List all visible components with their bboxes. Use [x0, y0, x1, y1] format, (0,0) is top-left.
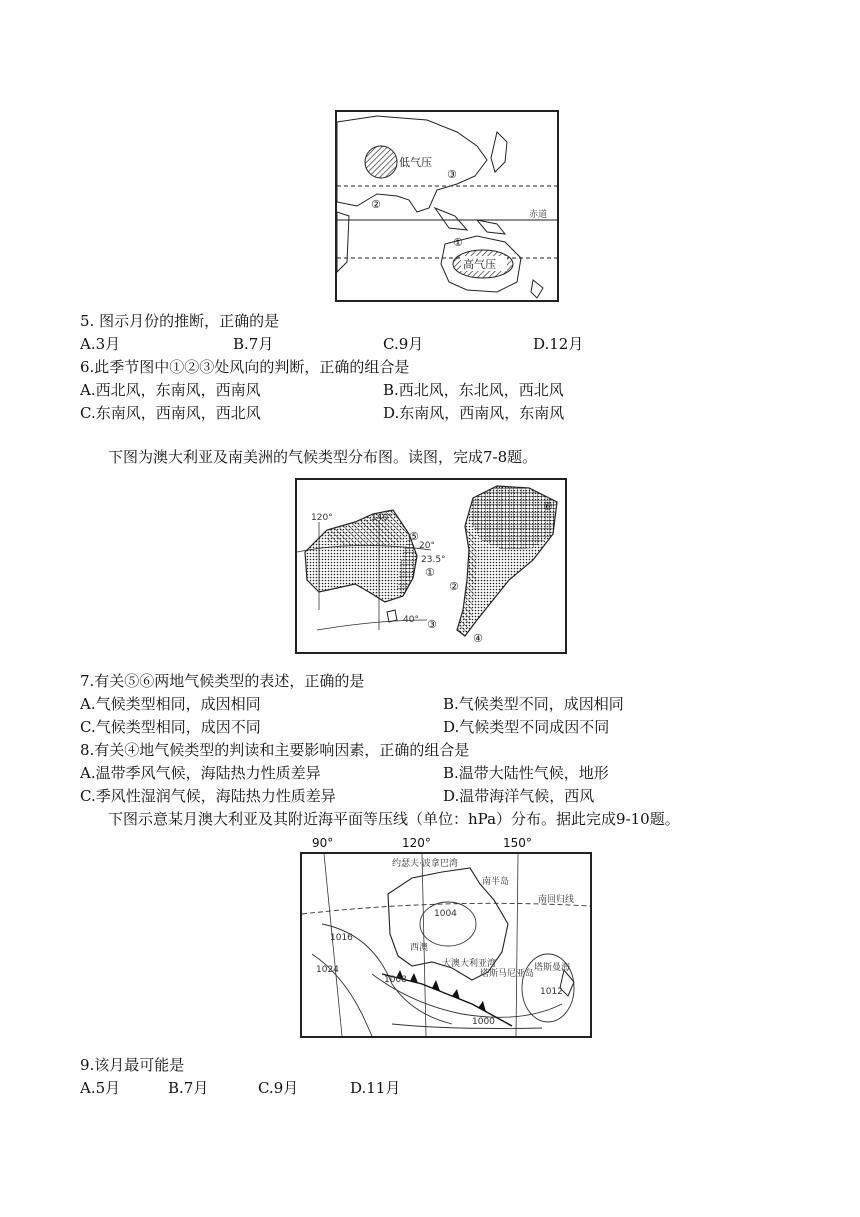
question-8-option-d: D.温带海洋气候，西风	[443, 787, 595, 805]
place-label-top: 约瑟夫·波拿巴湾	[392, 859, 458, 869]
place-label-nz: 南半岛	[482, 877, 510, 887]
place-label-tasmania: 塔斯马尼亚岛	[480, 969, 535, 979]
question-5-option-d: D.12月	[533, 335, 584, 353]
lat-20-label: 20°	[419, 541, 435, 551]
question-6-option-c: C.东南风，西南风，西北风	[80, 404, 261, 422]
lon-120-label: 120°	[311, 513, 333, 523]
low-pressure-area	[365, 146, 397, 178]
isobar-map-figure	[300, 852, 592, 1038]
marker-3: ③	[427, 618, 437, 631]
question-7-option-b: B.气候类型不同，成因相同	[443, 695, 624, 713]
high-pressure-label: 高气压	[463, 258, 496, 271]
isobar-label-1024: 1024	[316, 965, 339, 975]
marker-6: ⑥	[543, 500, 553, 513]
question-6-option-b: B.西北风，东北风，西北风	[383, 381, 564, 399]
lon-90-label: 90°	[312, 836, 334, 850]
question-9-option-c: C.9月	[258, 1079, 299, 1097]
place-label-west: 西澳	[410, 943, 429, 953]
question-7-option-a: A.气候类型相同，成因相同	[80, 695, 261, 713]
question-6-stem: 6.此季节图中①②③处风向的判断，正确的组合是	[80, 358, 410, 376]
japan-islands	[491, 132, 507, 172]
lon-140-label: 140°	[371, 513, 393, 523]
question-9-option-a: A.5月	[80, 1079, 121, 1097]
lat-40-label: 40°	[403, 615, 419, 625]
marker-2: ②	[449, 580, 459, 593]
lat-235-label: 23.5°	[421, 555, 446, 565]
isobar-label-1016: 1016	[330, 933, 353, 943]
question-5-option-b: B.7月	[233, 335, 274, 353]
isobar-label-1004: 1004	[434, 909, 457, 919]
climate-map-figure	[295, 478, 567, 654]
front-marker	[478, 1001, 486, 1012]
question-9-stem: 9.该月最可能是	[80, 1056, 185, 1074]
isobar-label-1008: 1008	[384, 975, 407, 985]
isobar-label-1000: 1000	[472, 1017, 495, 1027]
question-8-option-b: B.温带大陆性气候，地形	[443, 764, 609, 782]
question-6-option-a: A.西北风，东南风，西南风	[80, 381, 261, 399]
climate-map-svg	[297, 480, 565, 652]
tasmania	[387, 610, 397, 622]
se-asia-islands	[435, 208, 505, 234]
meridian-90	[324, 854, 342, 1036]
question-9-option-d: D.11月	[350, 1079, 401, 1097]
question-6-option-d: D.东南风，西南风，东南风	[383, 404, 565, 422]
question-7-stem: 7.有关⑤⑥两地气候类型的表述，正确的是	[80, 672, 365, 690]
marker-3: ③	[447, 168, 457, 181]
isobar-label-1012: 1012	[540, 987, 563, 997]
isobar-map-svg	[302, 854, 590, 1036]
question-5-option-c: C.9月	[383, 335, 424, 353]
question-8-option-a: A.温带季风气候，海陆热力性质差异	[80, 764, 321, 782]
question-8-option-c: C.季风性湿润气候，海陆热力性质差异	[80, 787, 336, 805]
marker-1: ①	[453, 236, 463, 249]
marker-5: ⑤	[409, 530, 419, 543]
marker-4: ④	[473, 632, 483, 645]
question-9-option-b: B.7月	[168, 1079, 209, 1097]
isobar-1000	[392, 1024, 542, 1029]
meridian-150	[516, 854, 518, 1036]
pressure-map-figure	[335, 110, 559, 302]
tropic-label: 南回归线	[538, 895, 575, 905]
place-label-tasman-sea: 塔斯曼海	[534, 963, 571, 973]
lon-120-label: 120°	[402, 836, 431, 850]
low-pressure-label: 低气压	[399, 156, 432, 169]
marker-2: ②	[371, 198, 381, 211]
place-label-bight: 大澳大利亚湾	[442, 959, 497, 969]
marker-1: ①	[425, 566, 435, 579]
new-zealand	[531, 280, 543, 298]
equator-label: 赤道	[529, 210, 548, 220]
question-5-stem: 5. 图示月份的推断，正确的是	[80, 312, 280, 330]
lon-150-label: 150°	[503, 836, 532, 850]
south-america-north-zone	[469, 486, 557, 550]
intro-questions-9-10: 下图示意某月澳大利亚及其附近海平面等压线（单位：hPa）分布。据此完成9-10题。	[108, 810, 680, 828]
africa-edge	[337, 212, 349, 272]
question-7-option-c: C.气候类型相同，成因不同	[80, 718, 261, 736]
pressure-map-svg	[337, 112, 557, 300]
question-8-stem: 8.有关④地气候类型的判读和主要影响因素，正确的组合是	[80, 741, 470, 759]
question-7-option-d: D.气候类型不同成因不同	[443, 718, 610, 736]
front-marker	[432, 980, 440, 991]
question-5-option-a: A.3月	[80, 335, 121, 353]
intro-questions-7-8: 下图为澳大利亚及南美洲的气候类型分布图。读图，完成7-8题。	[108, 448, 538, 466]
